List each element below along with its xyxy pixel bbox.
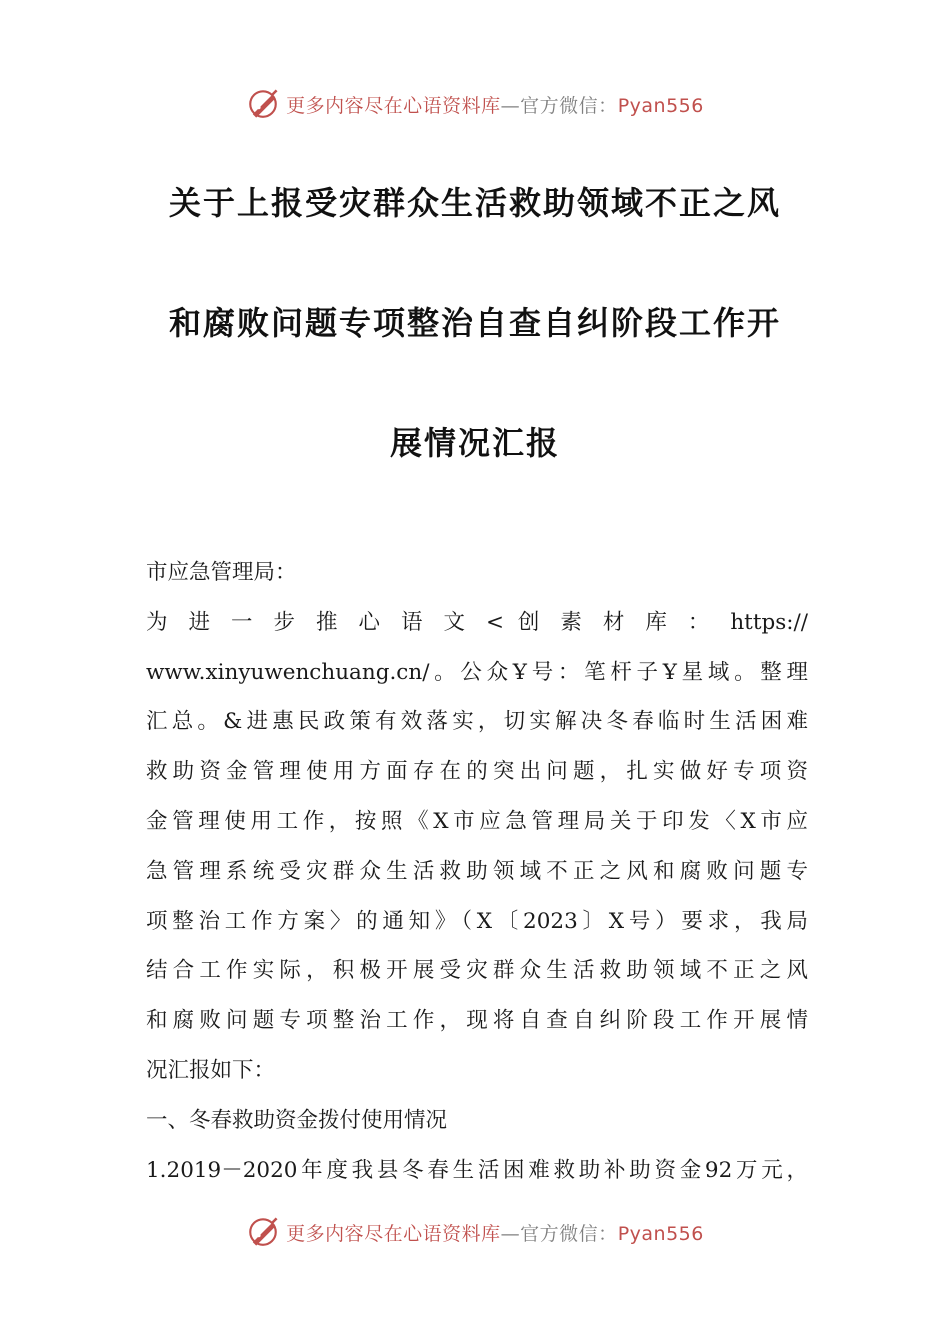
paragraph-line: 救助资金管理使用方面存在的突出问题，扎实做好专项资 bbox=[146, 759, 808, 785]
document-title-line-2: 和腐败问题专项整治自查自纠阶段工作开 bbox=[168, 304, 781, 342]
paragraph-line: 金管理使用工作，按照《X市应急管理局关于印发〈X市应 bbox=[146, 808, 808, 834]
watermark-text: 更多内容尽在心语资料库—官方微信：Pyan556 bbox=[286, 94, 704, 117]
document-body bbox=[146, 548, 808, 1195]
watermark-text: 更多内容尽在心语资料库—官方微信：Pyan556 bbox=[286, 1222, 704, 1245]
paragraph-line: 况汇报如下： bbox=[146, 1057, 276, 1083]
header-watermark bbox=[0, 84, 950, 124]
section-heading: 一、冬春救助资金拨付使用情况 bbox=[146, 1107, 448, 1133]
paragraph-line: 结合工作实际，积极开展受灾群众生活救助领域不正之风 bbox=[146, 958, 808, 984]
paragraph-line: 和腐败问题专项整治工作，现将自查自纠阶段工作开展情 bbox=[146, 1008, 808, 1034]
pen-nib-logo-icon bbox=[246, 1215, 280, 1249]
salutation: 市应急管理局： bbox=[146, 560, 297, 585]
pen-nib-logo-icon bbox=[246, 87, 280, 121]
document-title-line-3: 展情况汇报 bbox=[389, 424, 560, 462]
document-title-line-1: 关于上报受灾群众生活救助领域不正之风 bbox=[168, 184, 781, 222]
paragraph-line: 汇总。&进惠民政策有效落实，切实解决冬春临时生活困难 bbox=[146, 709, 808, 735]
paragraph-line: 急管理系统受灾群众生活救助领域不正之风和腐败问题专 bbox=[146, 858, 808, 884]
paragraph-line: 1.2019－2020年度我县冬春生活困难救助补助资金92万元， bbox=[146, 1157, 808, 1183]
footer-watermark bbox=[0, 1212, 950, 1252]
paragraph-line: www.xinyuwenchuang.cn/。公众Ұ号：笔杆子Ұ星域。整理 bbox=[146, 659, 808, 685]
paragraph-line: 项整治工作方案〉的通知》（X〔2023〕X号）要求，我局 bbox=[146, 908, 808, 934]
paragraph-line: 为 进 一 步 推 心 语 文 < 创 素 材 库 ： https:// bbox=[146, 609, 808, 635]
